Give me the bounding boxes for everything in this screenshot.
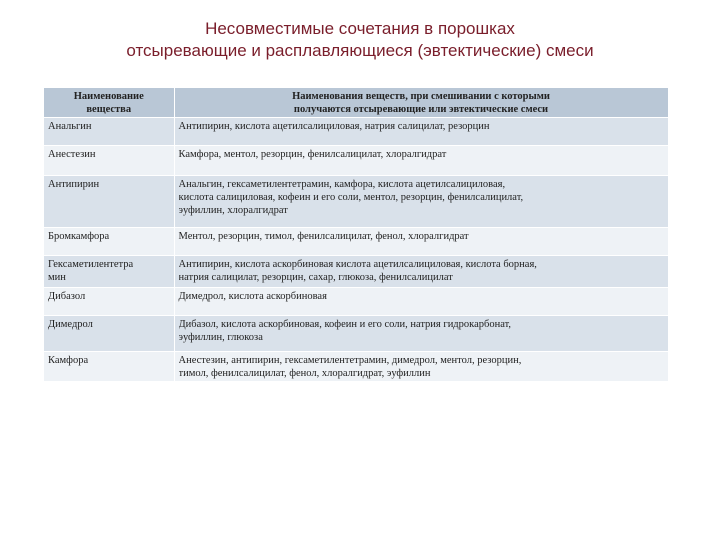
incompatible-list <box>174 256 668 288</box>
header-incompatible <box>174 88 668 118</box>
list-line: Дибазол, кислота аскорбиновая, кофеин и его соли, натрия гидрокарбонат, <box>178 319 512 330</box>
list-line: Анестезин, антипирин, гексаметилентетрамин, димедрол, ментол, резорцин, <box>178 355 522 366</box>
name-line: Гексаметилентетра <box>48 259 134 270</box>
list-line: Антипирин, кислота аскорбиновая кислота ацетилсалициловая, кислота борная, <box>178 259 537 270</box>
table-row <box>44 228 668 256</box>
table-row <box>44 352 668 382</box>
incompatible-list: Камфора, ментол, резорцин, фенилсалицилат, хлоралгидрат <box>174 146 668 176</box>
table-row <box>44 316 668 352</box>
table-row <box>44 146 668 176</box>
table-row <box>44 176 668 228</box>
substance-name: Камфора <box>44 352 174 382</box>
header-incompatible-line-1: Наименования веществ, при смешивании с которыми <box>292 91 550 102</box>
table-row <box>44 256 668 288</box>
incompatible-list: Ментол, резорцин, тимол, фенилсалицилат, фенол, хлоралгидрат <box>174 228 668 256</box>
title-line-2: отсыревающие и расплавляющиеся (эвтектические) смеси <box>126 41 594 60</box>
header-incompatible-line-2: получаются отсыревающие или эвтектические смеси <box>293 104 549 115</box>
incompatible-list <box>174 176 668 228</box>
header-substance-line-2: вещества <box>86 104 132 115</box>
list-line: натрия салицилат, резорцин, сахар, глюкоза, фенилсалицилат <box>178 272 453 283</box>
list-line: эуфиллин, глюкоза <box>178 332 263 343</box>
incompatibility-table <box>44 88 669 382</box>
list-line: тимол, фенилсалицилат, фенол, хлоралгидрат, эуфиллин <box>178 368 431 379</box>
slide-title <box>0 18 720 62</box>
table-row <box>44 288 668 316</box>
substance-name: Антипирин <box>44 176 174 228</box>
substance-name: Дибазол <box>44 288 174 316</box>
header-substance <box>44 88 174 118</box>
header-substance-line-1: Наименование <box>73 91 144 102</box>
incompatible-list: Антипирин, кислота ацетилсалициловая, натрия салицилат, резорцин <box>174 118 668 146</box>
table-row <box>44 118 668 146</box>
substance-name: Димедрол <box>44 316 174 352</box>
name-line: мин <box>48 272 66 283</box>
incompatible-list: Димедрол, кислота аскорбиновая <box>174 288 668 316</box>
substance-name: Анестезин <box>44 146 174 176</box>
substance-name <box>44 256 174 288</box>
incompatible-list <box>174 316 668 352</box>
substance-name: Анальгин <box>44 118 174 146</box>
incompatible-list <box>174 352 668 382</box>
list-line: кислота салициловая, кофеин и его соли, ментол, резорцин, фенилсалицилат, <box>178 192 524 203</box>
substance-name: Бромкамфора <box>44 228 174 256</box>
table-header-row <box>44 88 668 118</box>
title-line-1: Несовместимые сочетания в порошках <box>205 19 515 38</box>
list-line: Анальгин, гексаметилентетрамин, камфора, кислота ацетилсалициловая, <box>178 179 506 190</box>
list-line: эуфиллин, хлоралгидрат <box>178 205 288 216</box>
